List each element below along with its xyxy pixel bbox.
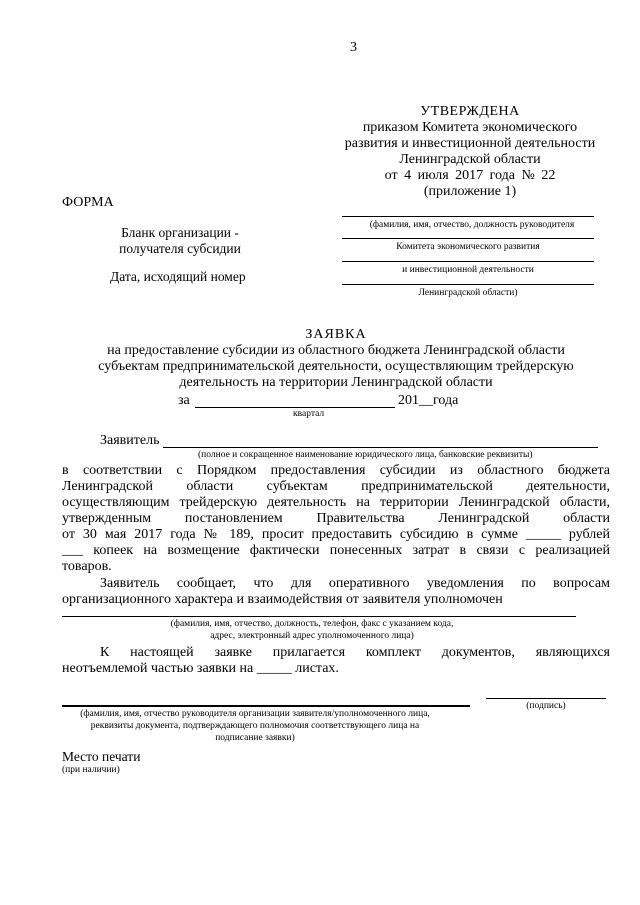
notification-line: Заявитель сообщает, что для оперативного уведомления по вопросам [100,576,610,591]
signature-line[interactable] [486,698,606,699]
addressee-line[interactable] [342,238,594,239]
body-line: в соответствии с Порядком предоставления субсидии из областного бюджета [62,463,610,478]
name-caption: (фамилия, имя, отчество руководителя организации заявителя/уполномоченного лица, [80,709,430,719]
addressee-caption: Комитета экономического развития [396,242,540,252]
body-line: товаров. [62,559,112,574]
addressee-line[interactable] [342,216,594,217]
applicant-label: Заявитель [100,433,160,448]
quarter-caption: квартал [293,409,325,419]
name-caption: реквизиты документа, подтверждающего полномочия соответствующего лица на [90,721,420,731]
approval-line: от 4 июля 2017 года № 22 [384,168,556,183]
application-subtitle: субъектам предпринимательской деятельности, осуществляющим трейдерскую [98,359,574,374]
addressee-line[interactable] [342,284,594,285]
authorized-caption: адрес, электронный адрес уполномоченного лица) [210,631,414,641]
body-line: ___ копеек на возмещение фактически понесенных затрат в связи с реализацией [62,543,610,558]
approval-line: приказом Комитета экономического [362,120,578,135]
approval-line: (приложение 1) [423,184,517,199]
approval-block [330,104,610,200]
page-number: 3 [350,40,357,55]
application-subtitle: деятельность на территории Ленинградской области [179,375,493,390]
name-signature-line[interactable] [62,705,470,707]
approval-line: развития и инвестиционной деятельности [344,136,596,151]
blank-line: получателя субсидии [119,241,241,256]
signature-caption: (подпись) [526,701,566,711]
stamp-label: Место печати [62,749,141,764]
authorized-person-line[interactable] [62,616,576,617]
notification-line: организационного характера и взаимодействия от заявителя уполномочен [62,592,503,607]
addressee-caption: (фамилия, имя, отчество, должность руководителя [369,220,575,230]
stamp-caption: (при наличии) [62,765,120,775]
approval-title: УТВЕРЖДЕНА [420,104,520,119]
body-line: осуществляющим трейдерскую деятельность на территории Ленинградской области, [62,495,610,510]
body-line: Ленинградской области субъектам предпринимательской деятельности, [62,479,610,494]
addressee-caption: и инвестиционной деятельности [402,265,534,275]
application-subtitle: на предоставление субсидии из областного бюджета Ленинградской области [107,343,565,358]
addressee-line[interactable] [342,261,594,262]
body-line: утвержденным постановлением Правительства Ленинградской области [62,511,610,526]
for-prefix: за [178,393,190,408]
year-suffix: 201__года [398,393,459,408]
attachment-line: К настоящей заявке прилагается комплект документов, являющихся [100,645,610,660]
blank-organization [100,225,260,257]
authorized-caption: (фамилия, имя, отчество, должность, телефон, факс с указанием кода, [170,619,454,629]
applicant-caption: (полное и сокращенное наименование юридического лица, банковские реквизиты) [198,450,533,460]
application-title: ЗАЯВКА [305,327,367,342]
blank-line: Бланк организации - [121,225,239,240]
applicant-input-line[interactable] [163,447,598,448]
attachment-line: неотъемлемой частью заявки на _____ листах. [62,661,339,676]
date-number-label: Дата, исходящий номер [110,269,246,284]
name-caption: подписание заявки) [215,733,295,743]
form-label: ФОРМА [62,195,114,210]
approval-line: Ленинградской области [399,152,541,167]
addressee-caption: Ленинградской области) [418,288,518,298]
body-line: от 30 мая 2017 года № 189, просит предоставить субсидию в сумме _____ рублей [62,527,610,542]
